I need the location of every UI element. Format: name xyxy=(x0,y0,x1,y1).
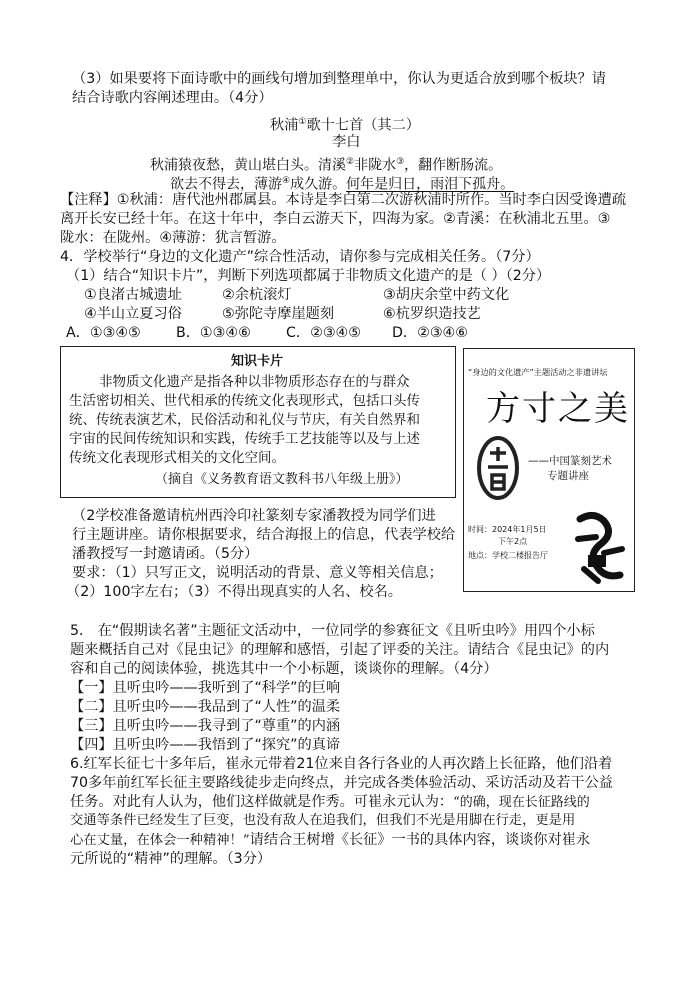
poem-line-2-b: 成久游。 xyxy=(290,176,347,193)
q5-heading-1: 【一】且听虫吟——我听到了“科学”的巨响 xyxy=(70,680,341,696)
poster-time: 时间：2024年1月5日 xyxy=(468,525,547,534)
q6-line-1: 6.红军长征七十多年后，崔永元带着21位来自各行各业的人再次踏上长征路，他们沿着 xyxy=(70,756,613,772)
q3-line-1: （3）如果要将下面诗歌中的画线句增加到整理单中，你认为更适合放到哪个板块？请 xyxy=(72,71,606,87)
poem-line-1-c: ，翻作断肠流。 xyxy=(404,157,503,174)
q4-requirement-2: （2）100字左右；（3）不得出现真实的人名、校名。 xyxy=(66,584,402,600)
q5-line-3: 容和自己的阅读体验，挑选其中一个小标题，谈谈你的理解。（4分） xyxy=(70,661,498,677)
poster-time-2: 下午2点 xyxy=(498,537,528,546)
q4-requirement-1: 要求：（1）只写正文，说明活动的背景、意义等相关信息； xyxy=(72,565,443,581)
q4-item-5: ⑤弥陀寺摩崖题刻 xyxy=(222,306,335,322)
q4-choice-a: A．①③④⑤ xyxy=(66,325,141,341)
q4-item-2: ②余杭滚灯 xyxy=(222,287,292,303)
q6-quote-line-4: 交通等条件已经发生了巨变，也没有敌人在追我们，但我们不光是用脚在行走，更是用 xyxy=(70,813,576,828)
q4-sub2-line-1: （2学校准备邀请杭州西泠印社篆刻专家潘教授为同学们进 xyxy=(72,508,436,524)
poem-underlined-line: 何年是归日，雨泪下孤舟。 xyxy=(346,176,515,193)
q4-item-6: ⑥杭罗织造技艺 xyxy=(383,306,481,322)
poem-line-1-sup2: ③ xyxy=(396,157,405,167)
poem-line-1-b: 非陇水 xyxy=(354,157,397,174)
poem-author: 李白 xyxy=(332,134,361,150)
q5-heading-2: 【二】且听虫吟——我品到了“人性”的温柔 xyxy=(70,699,341,715)
poem-title xyxy=(270,113,420,135)
q4-sub2-line-2: 行主题讲座。请你根据要求，结合海报上的信息，代表学校给 xyxy=(72,527,456,543)
q4-item-3: ③胡庆余堂中药文化 xyxy=(383,287,510,303)
notes-line-1: 【注释】①秋浦：唐代池州郡属县。本诗是李白第二次游秋浦时所作。当时李白因受谗遭疏 xyxy=(60,192,627,208)
knowledge-card-line-2: 生活密切相关、世代相承的传统文化表现形式，包括口头传 xyxy=(69,393,420,409)
q5-heading-4: 【四】且听虫吟——我悟到了“探究”的真谛 xyxy=(70,737,341,753)
knowledge-card-line-1: 非物质文化遗产是指各种以非物质形态存在的与群众 xyxy=(99,374,410,390)
poem-line-2-sup: ④ xyxy=(282,176,291,186)
calligraphy-seal-icon xyxy=(574,509,626,585)
notes-line-3: 陇水：在陇州。④薄游：犹言暂游。 xyxy=(60,230,286,246)
notes-line-2: 离开长安已经十年。在这十年中，李白云游天下，四海为家。②青溪：在秋浦北五里。③ xyxy=(60,211,611,227)
q5-line-1: 5． 在“假期读名著”主题征文活动中，一位同学的参赛征文《且听虫吟》用四个小标 xyxy=(70,623,595,639)
q6-quote-end: 心在丈量，在体会一种精神！” xyxy=(70,833,250,848)
q5-heading-3: 【三】且听虫吟——我寻到了“尊重”的内涵 xyxy=(70,718,341,734)
q4-sub2-line-3: 潘教授写一封邀请函。（5分） xyxy=(72,546,259,562)
poster-header: “身边的文化遗产”主题活动之非遗讲坛 xyxy=(468,367,608,377)
q4-sub1: （1）结合“知识卡片”，判断下列选项都属于非物质文化遗产的是（ ）（2分） xyxy=(66,268,551,284)
seal-stamp-icon xyxy=(476,435,520,501)
q3-line-2: 结合诗歌内容阐述理由。（4分） xyxy=(72,90,273,106)
q5-line-2: 题来概括自己对《昆虫记》的理解和感悟，引起了评委的关注。请结合《昆虫记》的内 xyxy=(70,642,610,658)
q4-choice-b: B．①③④⑥ xyxy=(176,325,251,341)
poem-line-1-sup1: ② xyxy=(346,157,355,167)
q4-item-4: ④半山立夏习俗 xyxy=(84,306,182,322)
q6-quote-start: “的确，现在长征路线的 xyxy=(453,795,590,810)
knowledge-card-line-5: 传统文化表现形式相关的文化空间。 xyxy=(69,450,285,466)
poem-title-a: 秋浦 xyxy=(270,117,299,134)
q6-line-3 xyxy=(70,793,590,812)
q6-line-2: 70多年前红军长征主要路线徒步走向终点，并完成各类体验活动、采访活动及若干公益 xyxy=(70,775,613,791)
poem-line-1-a: 秋浦猿夜愁，黄山堪白头。清溪 xyxy=(150,157,346,174)
knowledge-card-line-4: 宇宙的民间传统知识和实践，传统手工艺技能等以及与上述 xyxy=(69,431,420,447)
q4-stem: 4．学校举行“身边的文化遗产”综合性活动，请你参与完成相关任务。（7分） xyxy=(60,249,540,265)
poem-line-2-a: 欲去不得去，薄游 xyxy=(170,176,282,193)
lecture-poster xyxy=(463,348,635,592)
knowledge-card-source: （摘自《义务教育语文教科书八年级上册》） xyxy=(155,472,409,487)
q6-line-5-b: 请结合王树增《长征》一书的具体内容，谈谈你对崔永 xyxy=(249,832,591,848)
knowledge-card-line-3: 统、传统表演艺术，民俗活动和礼仪与节庆，有关自然界和 xyxy=(69,412,420,428)
q4-item-1: ①良渚古城遗址 xyxy=(84,287,182,303)
q6-line-6: 元所说的“精神”的理解。（3分） xyxy=(70,851,272,867)
poem-title-b: 歌十七首（其二） xyxy=(306,117,420,134)
q6-line-5 xyxy=(70,831,590,850)
q6-line-3-a: 任务。对此有人认为，他们这样做就是作秀。可崔永元认为： xyxy=(70,794,454,810)
knowledge-card-title: 知识卡片 xyxy=(231,354,284,369)
poster-subtitle-a: ——中国篆刻艺术 xyxy=(528,455,612,467)
poster-subtitle-b: 专题讲座 xyxy=(547,470,589,482)
poster-big-title: 方寸之美 xyxy=(486,389,630,429)
poem-title-sup: ① xyxy=(298,117,307,127)
q4-choice-c: C．②③④⑤ xyxy=(286,325,361,341)
knowledge-card xyxy=(60,346,456,498)
q4-choice-d: D．②③④⑥ xyxy=(392,325,468,341)
poster-place: 地点：学校二楼报告厅 xyxy=(468,551,548,560)
